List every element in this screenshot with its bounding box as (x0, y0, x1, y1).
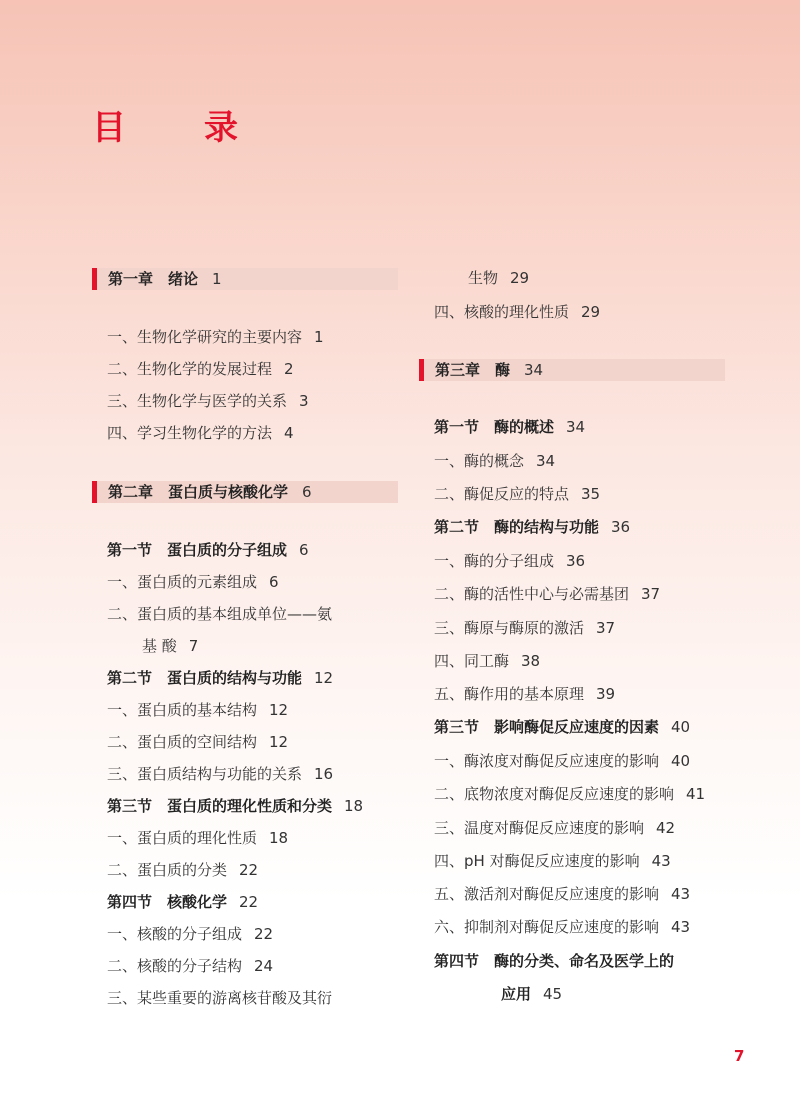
toc-entry[interactable]: 四、pH 对酶促反应速度的影响 43 (434, 852, 671, 870)
toc-entry[interactable]: 三、某些重要的游离核苷酸及其衍 (107, 989, 333, 1007)
section-heading[interactable]: 第二节 酶的结构与功能 36 (434, 518, 631, 536)
toc-entry[interactable]: 二、蛋白质的分类 22 (107, 861, 259, 879)
toc-entry[interactable]: 一、蛋白质的基本结构 12 (107, 701, 289, 719)
section-heading[interactable]: 第三节 蛋白质的理化性质和分类 18 (107, 797, 364, 815)
toc-entry-continued[interactable]: 生物 29 (468, 269, 530, 287)
page-number: 7 (734, 1047, 745, 1065)
toc-entry[interactable]: 四、同工酶 38 (434, 652, 541, 670)
toc-entry[interactable]: 一、酶浓度对酶促反应速度的影响 40 (434, 752, 691, 770)
section-heading[interactable]: 第一节 酶的概述 34 (434, 418, 586, 436)
toc-entry[interactable]: 五、酶作用的基本原理 39 (434, 685, 616, 703)
toc-entry[interactable]: 四、学习生物化学的方法 4 (107, 424, 294, 442)
toc-entry[interactable]: 二、酶促反应的特点 35 (434, 485, 601, 503)
toc-entry[interactable]: 三、酶原与酶原的激活 37 (434, 619, 616, 637)
toc-entry[interactable]: 一、生物化学研究的主要内容 1 (107, 328, 324, 346)
section-heading[interactable]: 第四节 酶的分类、命名及医学上的 (434, 952, 675, 970)
toc-entry[interactable]: 三、生物化学与医学的关系 3 (107, 392, 309, 410)
toc-entry[interactable]: 二、生物化学的发展过程 2 (107, 360, 294, 378)
toc-entry[interactable]: 六、抑制剂对酶促反应速度的影响 43 (434, 918, 691, 936)
toc-entry[interactable]: 二、酶的活性中心与必需基团 37 (434, 585, 661, 603)
toc-entry[interactable]: 一、蛋白质的理化性质 18 (107, 829, 289, 847)
toc-entry[interactable]: 二、底物浓度对酶促反应速度的影响 41 (434, 785, 706, 803)
toc-entry[interactable]: 三、温度对酶促反应速度的影响 42 (434, 819, 676, 837)
chapter-1-heading[interactable] (92, 268, 398, 290)
toc-entry-continued[interactable]: 基 酸 7 (142, 637, 199, 655)
section-heading[interactable]: 第二节 蛋白质的结构与功能 12 (107, 669, 334, 687)
toc-entry[interactable]: 二、蛋白质的基本组成单位——氨 (107, 605, 333, 623)
chapter-3-heading[interactable] (419, 359, 725, 381)
chapter-page: 1 (212, 270, 222, 288)
toc-entry[interactable]: 二、蛋白质的空间结构 12 (107, 733, 289, 751)
section-heading-continued[interactable]: 应用 45 (501, 985, 563, 1003)
toc-entry[interactable]: 一、核酸的分子组成 22 (107, 925, 274, 943)
toc-entry[interactable]: 一、酶的概念 34 (434, 452, 556, 470)
chapter-page: 6 (302, 483, 312, 501)
toc-entry[interactable]: 一、酶的分子组成 36 (434, 552, 586, 570)
toc-entry[interactable]: 一、蛋白质的元素组成 6 (107, 573, 279, 591)
page-title: 目 录 (92, 108, 260, 148)
chapter-title: 第二章 蛋白质与核酸化学 (108, 483, 289, 501)
toc-entry[interactable]: 二、核酸的分子结构 24 (107, 957, 274, 975)
chapter-title: 第一章 绪论 (108, 270, 199, 288)
section-heading[interactable]: 第一节 蛋白质的分子组成 6 (107, 541, 309, 559)
section-heading[interactable]: 第四节 核酸化学 22 (107, 893, 259, 911)
toc-entry[interactable]: 三、蛋白质结构与功能的关系 16 (107, 765, 334, 783)
chapter-title: 第三章 酶 (435, 361, 511, 379)
chapter-page: 34 (524, 361, 544, 379)
chapter-2-heading[interactable] (92, 481, 398, 503)
toc-entry[interactable]: 四、核酸的理化性质 29 (434, 303, 601, 321)
toc-entry[interactable]: 五、激活剂对酶促反应速度的影响 43 (434, 885, 691, 903)
section-heading[interactable]: 第三节 影响酶促反应速度的因素 40 (434, 718, 691, 736)
